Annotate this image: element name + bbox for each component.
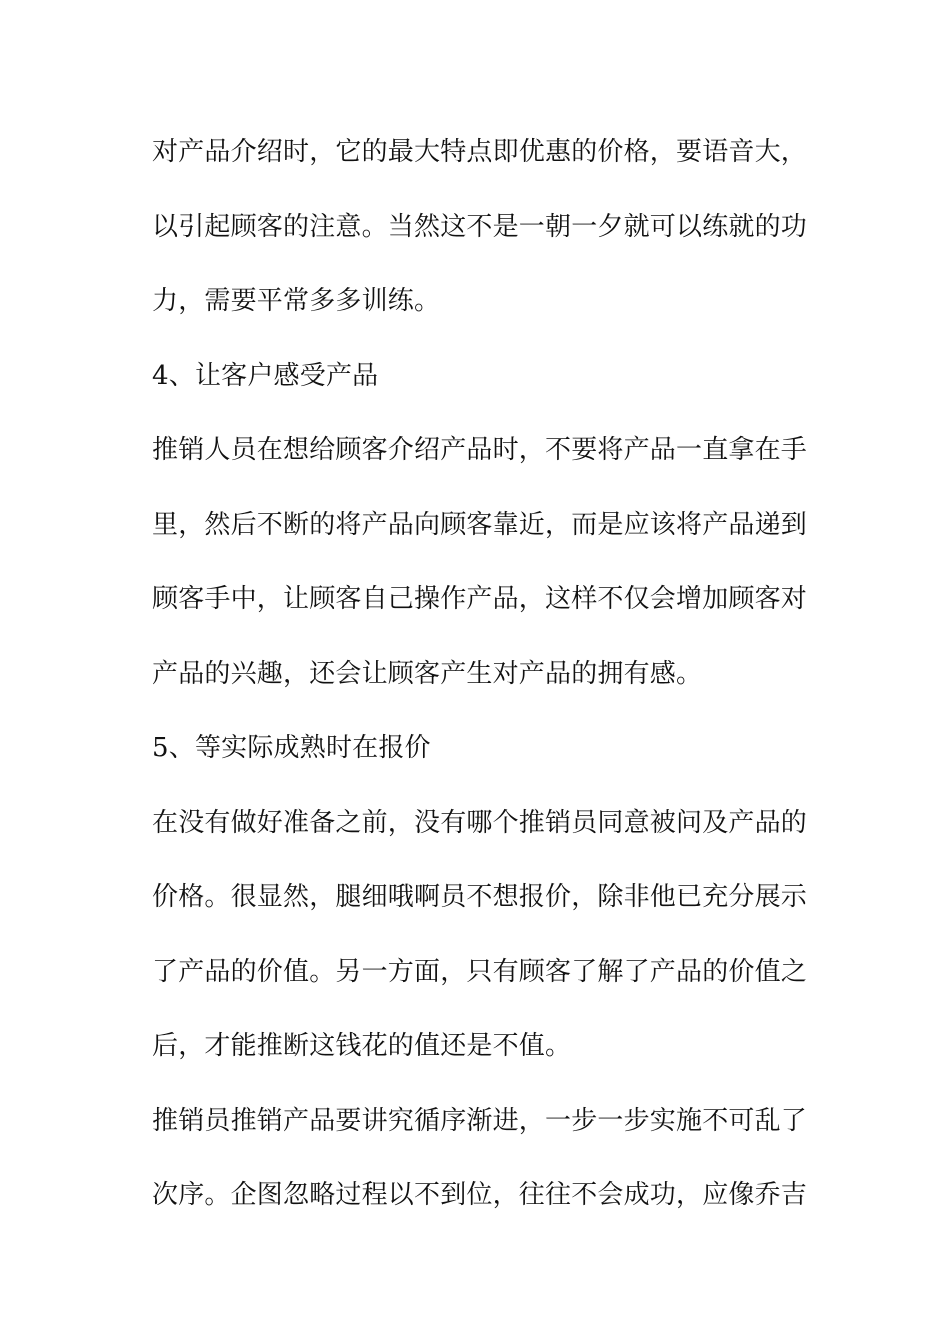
text-line: 推销员推销产品要讲究循序渐进，一步一步实施不可乱了 <box>152 1106 808 1136</box>
text-line: 了产品的价值。另一方面，只有顾客了解了产品的价值之 <box>152 957 808 987</box>
text-line: 价格。很显然，腿细哦啊员不想报价，除非他已充分展示 <box>152 882 808 912</box>
text-line: 顾客手中，让顾客自己操作产品，这样不仅会增加顾客对 <box>152 584 808 614</box>
text-line: 推销人员在想给顾客介绍产品时，不要将产品一直拿在手 <box>152 435 808 465</box>
text-line: 产品的兴趣，还会让顾客产生对产品的拥有感。 <box>152 659 703 689</box>
text-line: 对产品介绍时，它的最大特点即优惠的价格，要语音大， <box>152 137 808 167</box>
text-line: 次序。企图忽略过程以不到位，往往不会成功，应像乔吉 <box>152 1180 808 1210</box>
text-line: 后，才能推断这钱花的值还是不值。 <box>152 1031 572 1061</box>
section-heading: 5、等实际成熟时在报价 <box>152 733 431 763</box>
text-line: 里，然后不断的将产品向顾客靠近，而是应该将产品递到 <box>152 510 808 540</box>
text-line: 在没有做好准备之前，没有哪个推销员同意被问及产品的 <box>152 808 808 838</box>
section-heading: 4、让客户感受产品 <box>152 361 379 391</box>
text-line: 以引起顾客的注意。当然这不是一朝一夕就可以练就的功 <box>152 212 808 242</box>
text-line: 力，需要平常多多训练。 <box>152 286 441 316</box>
